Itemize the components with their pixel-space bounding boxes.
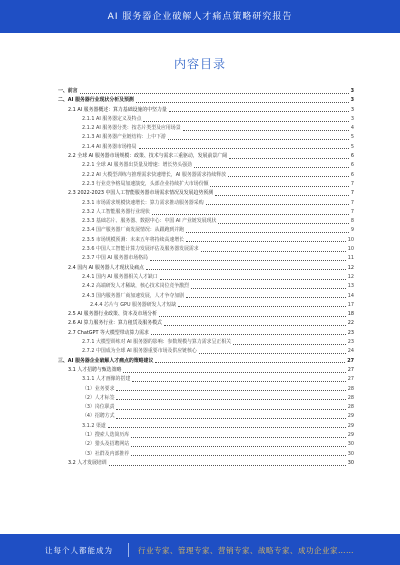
toc-page-number: 6 — [350, 162, 354, 169]
toc-leader-dots — [132, 381, 346, 382]
toc-page-number: 12 — [347, 264, 354, 271]
toc-entry-label: （4）招聘方式 — [82, 413, 115, 420]
toc-page-number: 13 — [347, 283, 354, 290]
toc-leader-dots — [159, 316, 346, 317]
toc-leader-dots — [186, 297, 346, 298]
toc-page-number: 5 — [350, 134, 354, 141]
toc-entry-label: 2.1.3 AI 服务器产业链结构：上中下游 — [82, 134, 166, 141]
toc-entry-label: 2.7.2 中国成为全球 AI 服务器重要市场及供应链核心 — [82, 348, 197, 355]
toc-page-number: 18 — [347, 311, 354, 318]
top-banner — [0, 0, 400, 33]
toc-leader-dots — [194, 167, 349, 168]
toc-leader-dots — [146, 269, 346, 270]
toc-page-number: 22 — [347, 320, 354, 327]
toc-page-number: 7 — [350, 199, 354, 206]
toc-leader-dots — [168, 139, 349, 140]
toc-entry-label: 2.3.7 中国 AI 服务器市场格局 — [82, 255, 148, 262]
toc-leader-dots — [139, 148, 349, 149]
toc-entry[interactable] — [58, 152, 354, 161]
toc-entry[interactable] — [58, 208, 354, 217]
toc-leader-dots — [206, 204, 349, 205]
toc-entry-label: （3）社群及内部推荐 — [82, 450, 130, 457]
toc-leader-dots — [109, 465, 346, 466]
toc-entry[interactable] — [58, 310, 354, 319]
toc-entry[interactable] — [58, 422, 354, 431]
toc-page-number: 8 — [350, 218, 354, 225]
toc-entry-label: （1）搜索人选简历库 — [82, 431, 130, 438]
toc-page-number: 7 — [350, 180, 354, 187]
toc-page-number: 10 — [347, 236, 354, 243]
toc-entry[interactable] — [58, 375, 354, 384]
toc-entry-label: 2.3.3 基础芯片、服务器、数据中心：中国 AI 产业链发展现状 — [82, 218, 217, 225]
toc-page-number: 29 — [347, 431, 354, 438]
toc-page-number: 3 — [350, 97, 354, 104]
toc-entry-label: （2）猎头及招聘网站 — [82, 441, 130, 448]
toc-entry-label: （1）业务要求 — [82, 385, 115, 392]
toc-entry-label: 2.7 ChatGPT 等大模型带动算力需求 — [68, 329, 149, 336]
toc-leader-dots — [150, 260, 346, 261]
toc-entry[interactable] — [58, 412, 354, 421]
toc-entry[interactable] — [58, 245, 354, 254]
toc-page-number: 23 — [347, 329, 354, 336]
toc-leader-dots — [108, 427, 346, 428]
toc-leader-dots — [131, 437, 346, 438]
toc-entry-label: 一、前言 — [58, 88, 78, 94]
toc-entry-label: 2.4 国内 AI 服务器人才现状及痛点 — [68, 264, 144, 271]
footer-slogan: 让每个人都能成为 — [45, 546, 113, 555]
toc-leader-dots — [143, 121, 348, 122]
toc-entry[interactable] — [58, 301, 354, 310]
toc-entry-label: 2.7.1 大模型训练对 AI 服务器的影响：参数规模与算力需求呈正相关 — [82, 339, 232, 346]
toc-leader-dots — [201, 251, 346, 252]
toc-page-number: 6 — [350, 153, 354, 160]
toc-page-number: 7 — [350, 208, 354, 215]
toc-entry-label: 2.4.3 国内服务器厂商加速发展，人才争夺加剧 — [82, 292, 185, 299]
toc-leader-dots — [116, 390, 345, 391]
toc-entry[interactable] — [58, 282, 354, 291]
toc-entry-label: 2.3.2 人工智能服务器行业现状 — [82, 208, 150, 215]
page-title: 内容目录 — [173, 57, 226, 71]
toc-leader-dots — [131, 446, 346, 447]
toc-entry-label: 2.1.1 AI 服务器定义及特点 — [82, 115, 142, 122]
toc-leader-dots — [116, 399, 345, 400]
toc-entry[interactable] — [58, 292, 354, 301]
toc-entry-label: 2.2.3 行业竞争格局加速演变，头部企业持续扩大市场份额 — [82, 180, 209, 187]
toc-entry[interactable] — [58, 385, 354, 394]
toc-page-number: 4 — [350, 125, 354, 132]
toc-entry-label: 2.3.1 市场需求规模快速增长：算力需求推动服务器采购 — [82, 199, 204, 206]
toc-leader-dots — [183, 130, 349, 131]
toc-leader-dots — [199, 353, 346, 354]
toc-page-number: 17 — [347, 301, 354, 308]
toc-entry[interactable] — [58, 189, 354, 198]
toc-entry[interactable] — [58, 319, 354, 328]
footer-divider — [128, 543, 129, 557]
toc-leader-dots — [229, 158, 349, 159]
toc-entry[interactable] — [58, 226, 354, 235]
toc-entry[interactable] — [58, 273, 354, 282]
toc-leader-dots — [80, 93, 349, 94]
toc-leader-dots — [131, 455, 346, 456]
table-of-contents — [58, 87, 354, 468]
toc-leader-dots — [210, 186, 348, 187]
toc-entry[interactable] — [58, 440, 354, 449]
toc-entry-label: 2.3.5 市场规模预测：未来五年将持续高速增长 — [82, 236, 185, 243]
toc-page-number: 24 — [347, 348, 354, 355]
toc-leader-dots — [160, 279, 346, 280]
toc-page-number: 3 — [350, 115, 354, 122]
toc-entry[interactable] — [58, 366, 354, 375]
toc-leader-dots — [218, 223, 348, 224]
toc-entry[interactable] — [58, 329, 354, 338]
toc-entry[interactable] — [58, 115, 354, 124]
toc-page-number: 30 — [347, 441, 354, 448]
toc-page-number: 27 — [347, 357, 354, 364]
toc-page-number: 27 — [347, 366, 354, 373]
toc-page-number: 9 — [350, 227, 354, 234]
toc-entry[interactable] — [58, 254, 354, 263]
bottom-banner — [0, 534, 400, 565]
toc-leader-dots — [151, 334, 346, 335]
toc-entry-label: 2.4.4 芯片与 GPU 服务器研发人才短缺 — [90, 301, 177, 308]
toc-entry-label: 三、AI 服务器企业破解人才痛点的策略建议 — [58, 357, 154, 364]
toc-entry[interactable] — [58, 394, 354, 403]
toc-entry[interactable] — [58, 357, 354, 366]
toc-entry[interactable] — [58, 217, 354, 226]
toc-leader-dots — [152, 214, 349, 215]
toc-entry[interactable] — [58, 459, 354, 468]
toc-page-number: 29 — [347, 422, 354, 429]
toc-entry[interactable] — [58, 403, 354, 412]
toc-page-number: 30 — [347, 450, 354, 457]
toc-page-number: 23 — [347, 339, 354, 346]
toc-entry[interactable] — [58, 96, 354, 105]
toc-entry-label: 3.2 人才发展培训 — [68, 459, 107, 466]
toc-entry-label: 2.2.2 AI 大模型训练与推理需求快速增长，AI 服务器需求持续释放 — [82, 171, 227, 178]
toc-entry[interactable] — [58, 87, 354, 96]
toc-page-number: 27 — [347, 376, 354, 383]
toc-entry-label: 2.2.1 全球 AI 服务器出货量及增速：增长势头强劲 — [82, 162, 192, 169]
toc-page-number: 30 — [347, 459, 354, 466]
toc-entry[interactable] — [58, 347, 354, 356]
toc-page-number: 3 — [350, 88, 354, 94]
toc-leader-dots — [123, 372, 345, 373]
toc-page-number: 6 — [350, 171, 354, 178]
toc-entry-label: （3）岗位职责 — [82, 404, 115, 411]
toc-leader-dots — [186, 241, 346, 242]
toc-leader-dots — [228, 176, 349, 177]
toc-entry[interactable] — [58, 171, 354, 180]
toc-entry-label: 3.1.1 人才画像的搭建 — [82, 376, 131, 383]
toc-entry-label: （2）人才标签 — [82, 394, 115, 401]
toc-page-number: 29 — [347, 413, 354, 420]
toc-leader-dots — [155, 362, 345, 363]
toc-entry-label: 2.5 AI 服务器行业政策、资本及市场分析 — [68, 311, 158, 318]
toc-page-number: 5 — [350, 143, 354, 150]
toc-entry[interactable] — [58, 431, 354, 440]
toc-entry-label: 2.3.4 国产服务器厂商发展情况：从跟跑到并跑 — [82, 227, 185, 234]
toc-entry[interactable] — [58, 124, 354, 133]
toc-page-number: 28 — [347, 394, 354, 401]
toc-entry-label: 2.4.2 高端研发人才稀缺，核心技术岗位竞争激烈 — [82, 283, 189, 290]
footer-tagline: 行业专家、管理专家、营销专家、战略专家、成功企业家…… — [138, 546, 354, 555]
toc-entry-label: 2.2 全球 AI 服务器市场规模：政策、技术与需求三重驱动，发展前景广阔 — [68, 153, 228, 160]
toc-entry-label: 3.1.2 渠道 — [82, 422, 106, 429]
toc-page-number: 7 — [350, 190, 354, 197]
toc-entry-label: 2.1 AI 服务器概述：算力基础设施的中坚力量 — [68, 106, 167, 113]
toc-entry-label: 2.1.4 AI 服务器市场格局 — [82, 143, 137, 150]
toc-leader-dots — [191, 288, 346, 289]
toc-entry-label: 3.1 人才招聘与甄选策略 — [68, 366, 122, 373]
toc-entry[interactable] — [58, 161, 354, 170]
toc-entry[interactable] — [58, 450, 354, 459]
toc-entry-label: 2.3 2022-2023 中国人工智能服务器市场需求情况及发展趋势预测 — [68, 190, 214, 197]
toc-page-number: 14 — [347, 292, 354, 299]
toc-entry-label: 2.4.1 国内 AI 服务器相关人才缺口 — [82, 273, 158, 280]
toc-entry[interactable] — [58, 180, 354, 189]
report-title: AI 服务器企业破解人才痛点策略研究报告 — [107, 12, 293, 22]
toc-entry[interactable] — [58, 133, 354, 142]
toc-entry-label: 2.3.6 中国人工智能计算力发展评估及服务器发展需求 — [82, 246, 199, 253]
toc-entry-label: 2.1.2 AI 服务器分类：按芯片类型及应用场景 — [82, 125, 181, 132]
toc-leader-dots — [186, 232, 349, 233]
toc-page-number: 28 — [347, 385, 354, 392]
toc-page-number: 10 — [347, 246, 354, 253]
toc-leader-dots — [233, 344, 346, 345]
toc-leader-dots — [215, 195, 349, 196]
toc-leader-dots — [116, 409, 345, 410]
toc-entry[interactable] — [58, 264, 354, 273]
toc-leader-dots — [164, 325, 346, 326]
toc-page-number: 12 — [347, 273, 354, 280]
toc-leader-dots — [116, 418, 345, 419]
toc-page-number: 11 — [347, 255, 354, 262]
toc-entry[interactable] — [58, 143, 354, 152]
toc-entry[interactable] — [58, 199, 354, 208]
toc-leader-dots — [178, 306, 346, 307]
toc-entry[interactable] — [58, 106, 354, 115]
toc-leader-dots — [169, 111, 349, 112]
toc-entry-label: 2.6 AI 算力服务行业：算力租赁及服务模式 — [68, 320, 162, 327]
toc-entry-label: 二、AI 服务器行业现状分析及预测 — [58, 97, 134, 104]
toc-entry[interactable] — [58, 236, 354, 245]
toc-page-number: 28 — [347, 404, 354, 411]
toc-leader-dots — [136, 102, 349, 103]
toc-entry[interactable] — [58, 338, 354, 347]
toc-page-number: 3 — [350, 106, 354, 113]
